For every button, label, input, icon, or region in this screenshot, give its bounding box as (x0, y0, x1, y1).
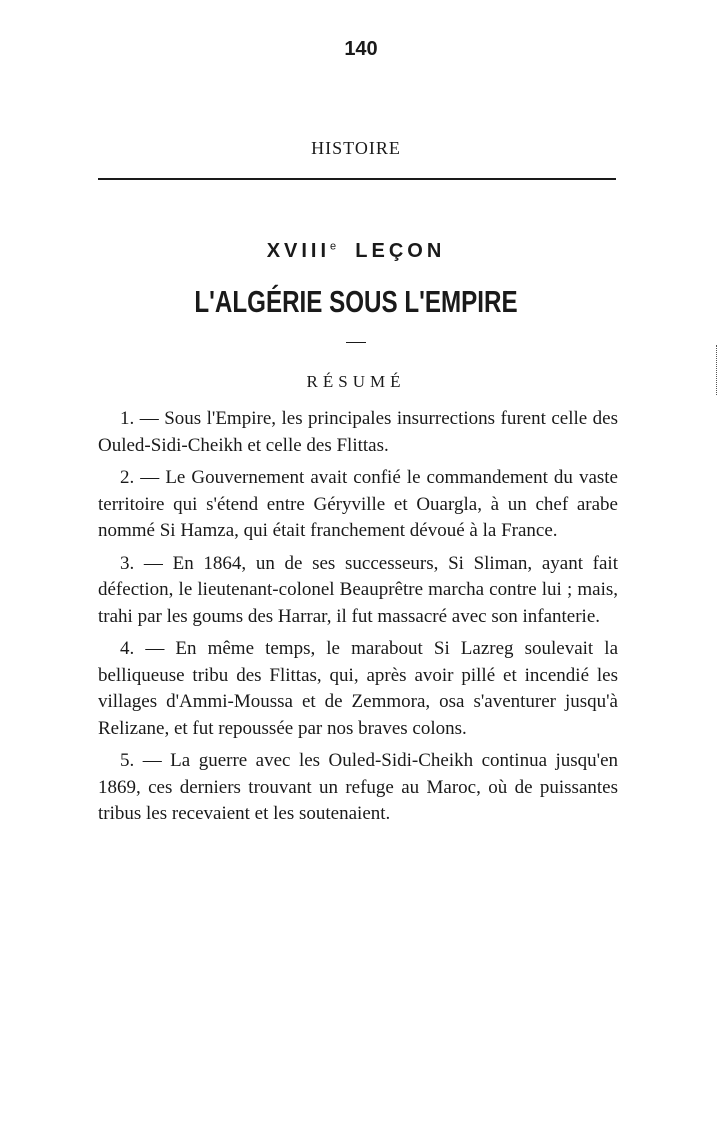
page-number: 140 (344, 38, 378, 60)
header-rule (98, 178, 616, 180)
title-divider (346, 342, 366, 343)
resume-heading: RÉSUMÉ (306, 372, 406, 391)
chapter-title: L'ALGÉRIE SOUS L'EMPIRE (194, 284, 518, 319)
resume-paragraph-2: 2. — Le Gouvernement avait confié le commandement du vaste territoire qui s'étend entre Géryville et Ouargla, à un chef arabe nommé Si Hamza, qui était franchement dévoué à la France. (98, 467, 618, 541)
margin-mark (716, 345, 718, 395)
resume-paragraph-3: 3. — En 1864, un de ses successeurs, Si Sliman, ayant fait défection, le lieutenant-colonel Beauprêtre marcha contre lui ; mais, trahi par les goums des Harrar, il fut massacré avec son infanterie. (98, 552, 618, 627)
running-head: HISTOIRE (311, 138, 401, 158)
resume-paragraph-4: 4. — En même temps, le marabout Si Lazreg soulevait la belliqueuse tribu des Flittas, qui, après avoir pillé et incendié les villages d'Ammi-Moussa et de Zemmora, osa s'aventurer jusqu'à Relizane, et fut repoussée par nos braves colons. (98, 638, 618, 739)
lesson-number (0, 240, 712, 263)
lesson-word: LEÇON (355, 240, 446, 262)
resume-paragraph-1: 1. — Sous l'Empire, les principales insurrections furent celle des Ouled-Sidi-Cheikh et celle des Flittas. (98, 408, 618, 456)
lesson-numeral: XVIII (266, 240, 331, 262)
resume-body (98, 406, 618, 834)
lesson-numeral-suffix: e (330, 240, 337, 253)
resume-paragraph-5: 5. — La guerre avec les Ouled-Sidi-Cheikh continua jusqu'en 1869, ces derniers trouvant un refuge au Maroc, où de puissantes tribus les recevaient et les soutenaient. (98, 750, 618, 824)
